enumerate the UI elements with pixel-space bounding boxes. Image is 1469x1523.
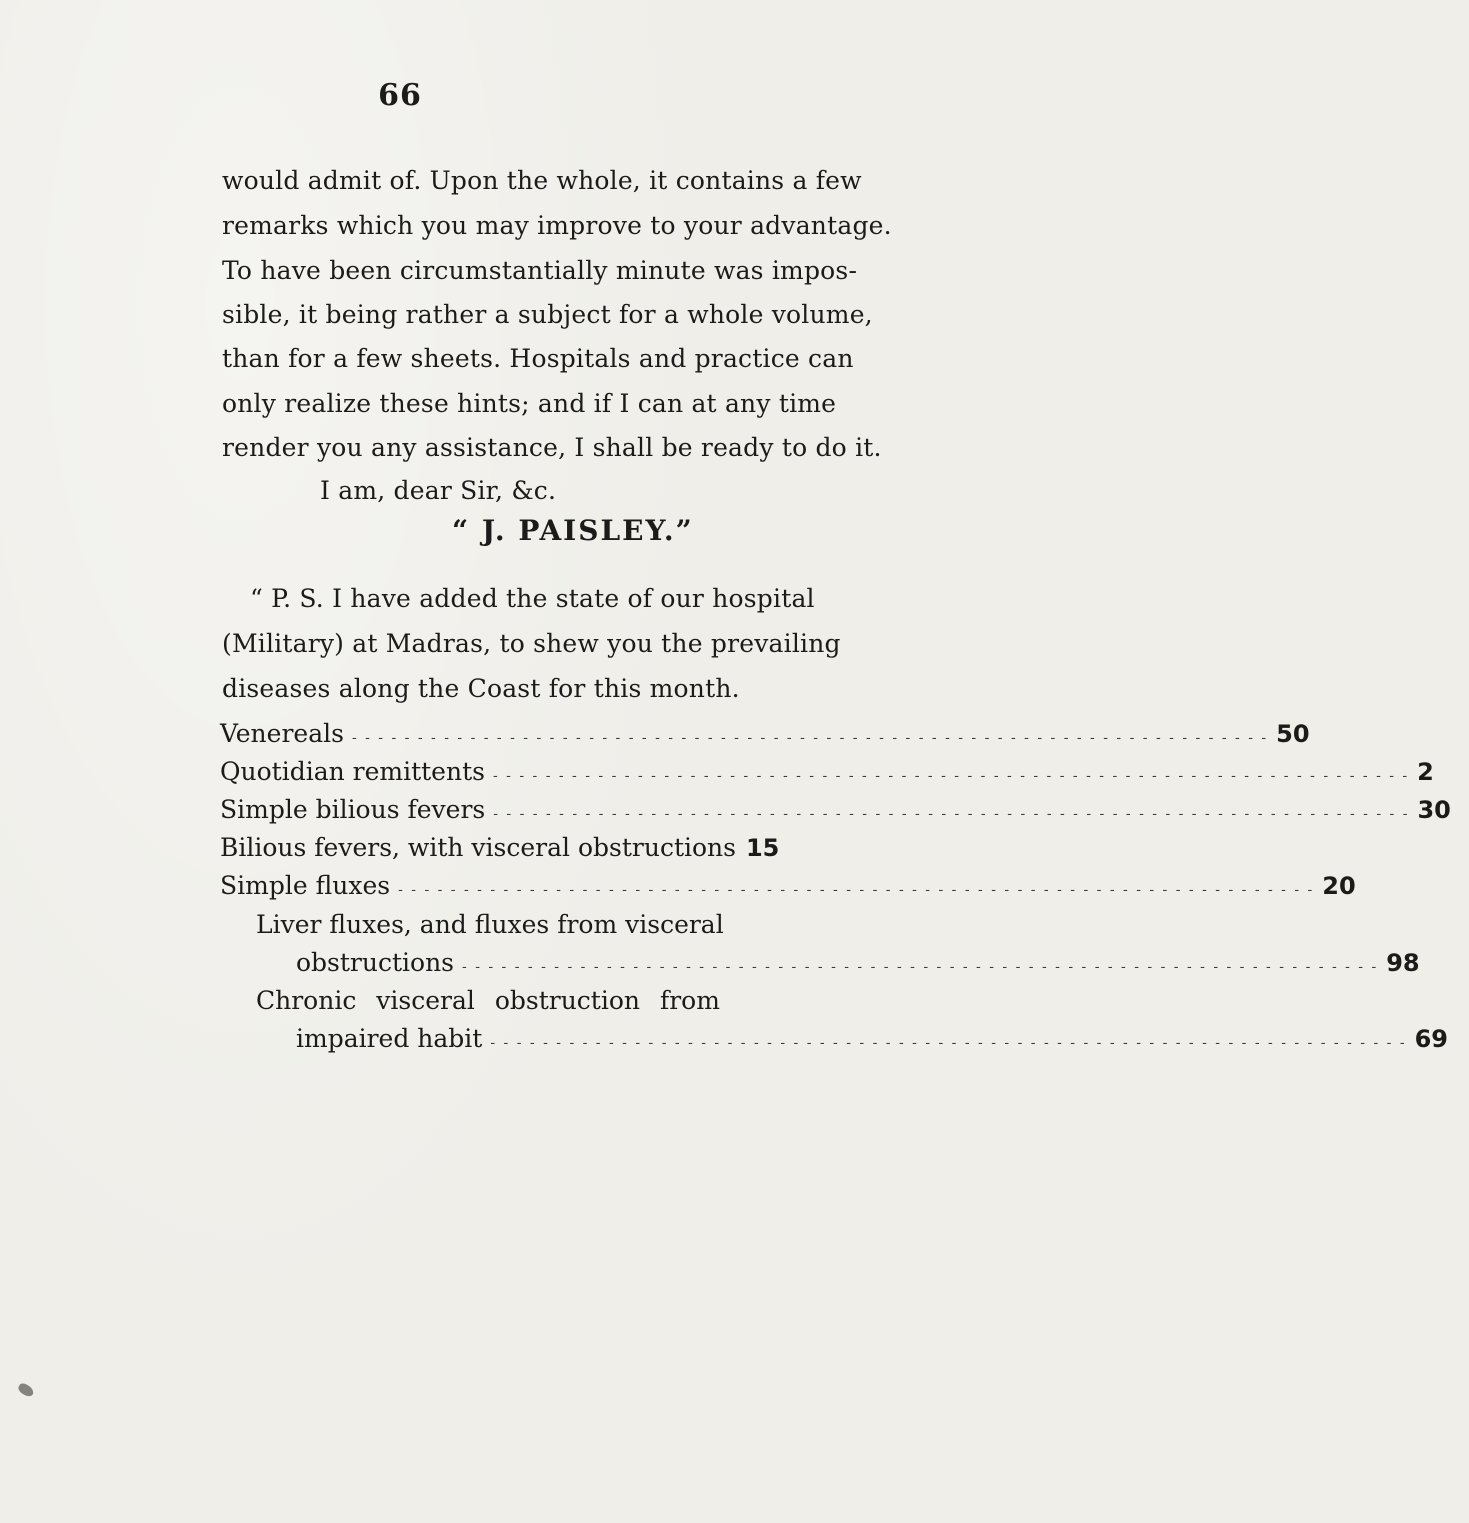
dot-leader xyxy=(398,882,1314,898)
disease-label: Simple bilious fevers xyxy=(220,795,486,824)
disease-label: Chronic visceral obstruction from xyxy=(256,986,720,1015)
letter-line-text: only realize these hints; and if I can at any time xyxy=(222,389,837,418)
disease-label: Bilious fevers, with visceral obstructions xyxy=(220,833,736,862)
letter-line xyxy=(222,433,882,462)
table-row xyxy=(220,719,1310,757)
table-row xyxy=(220,948,1420,986)
disease-label: Venereals xyxy=(220,719,344,748)
letter-signature: “ J. PAISLEY.” xyxy=(452,514,694,547)
letter-line xyxy=(222,389,836,418)
postscript-line: (Military) at Madras, to shew you the prevailing xyxy=(222,629,841,658)
dot-leader xyxy=(462,959,1378,975)
letter-line-text: remarks which you may improve to your advantage. xyxy=(222,211,892,240)
disease-count: 69 xyxy=(1414,1025,1448,1053)
disease-label: Liver fluxes, and fluxes from visceral xyxy=(256,910,724,939)
disease-count: 2 xyxy=(1417,758,1434,786)
letter-line-text: render you any assistance, I shall be ready to do it. xyxy=(222,433,882,462)
ink-blot xyxy=(17,1382,36,1399)
letter-line xyxy=(222,256,857,285)
letter-line-text: To have been circumstantially minute was impos- xyxy=(222,256,858,285)
page-number: 66 xyxy=(378,78,422,113)
letter-line xyxy=(222,166,862,195)
disease-count: 20 xyxy=(1322,872,1356,900)
disease-count: 98 xyxy=(1386,949,1420,977)
letter-line-text: would admit of. Upon the whole, it contains a few xyxy=(222,166,862,195)
postscript-line: diseases along the Coast for this month. xyxy=(222,674,740,703)
disease-label: impaired habit xyxy=(296,1024,483,1053)
letter-line-text: than for a few sheets. Hospitals and practice can xyxy=(222,344,854,373)
disease-label: Quotidian remittents xyxy=(220,757,485,786)
postscript-line: “ P. S. I have added the state of our hospital xyxy=(250,584,815,613)
letter-line xyxy=(222,211,892,240)
letter-line-text: sible, it being rather a subject for a whole volume, xyxy=(222,300,873,329)
table-row xyxy=(220,795,1451,833)
dot-leader xyxy=(490,1035,1406,1051)
letter-line xyxy=(222,344,854,373)
disease-count: 50 xyxy=(1276,720,1310,748)
table-row xyxy=(220,833,780,871)
disease-count: 15 xyxy=(745,834,780,862)
letter-line xyxy=(222,300,873,329)
disease-label: obstructions xyxy=(296,948,455,977)
table-row xyxy=(220,1024,1448,1062)
disease-label: Simple fluxes xyxy=(220,871,391,900)
dot-leader xyxy=(493,806,1409,822)
table-row xyxy=(220,757,1434,795)
disease-count: 30 xyxy=(1417,796,1451,824)
dot-leader xyxy=(352,730,1268,746)
table-row xyxy=(220,986,740,1024)
table-row xyxy=(220,871,1356,909)
dot-leader xyxy=(493,768,1409,784)
table-row xyxy=(220,910,740,948)
letter-closing: I am, dear Sir, &c. xyxy=(320,476,557,505)
